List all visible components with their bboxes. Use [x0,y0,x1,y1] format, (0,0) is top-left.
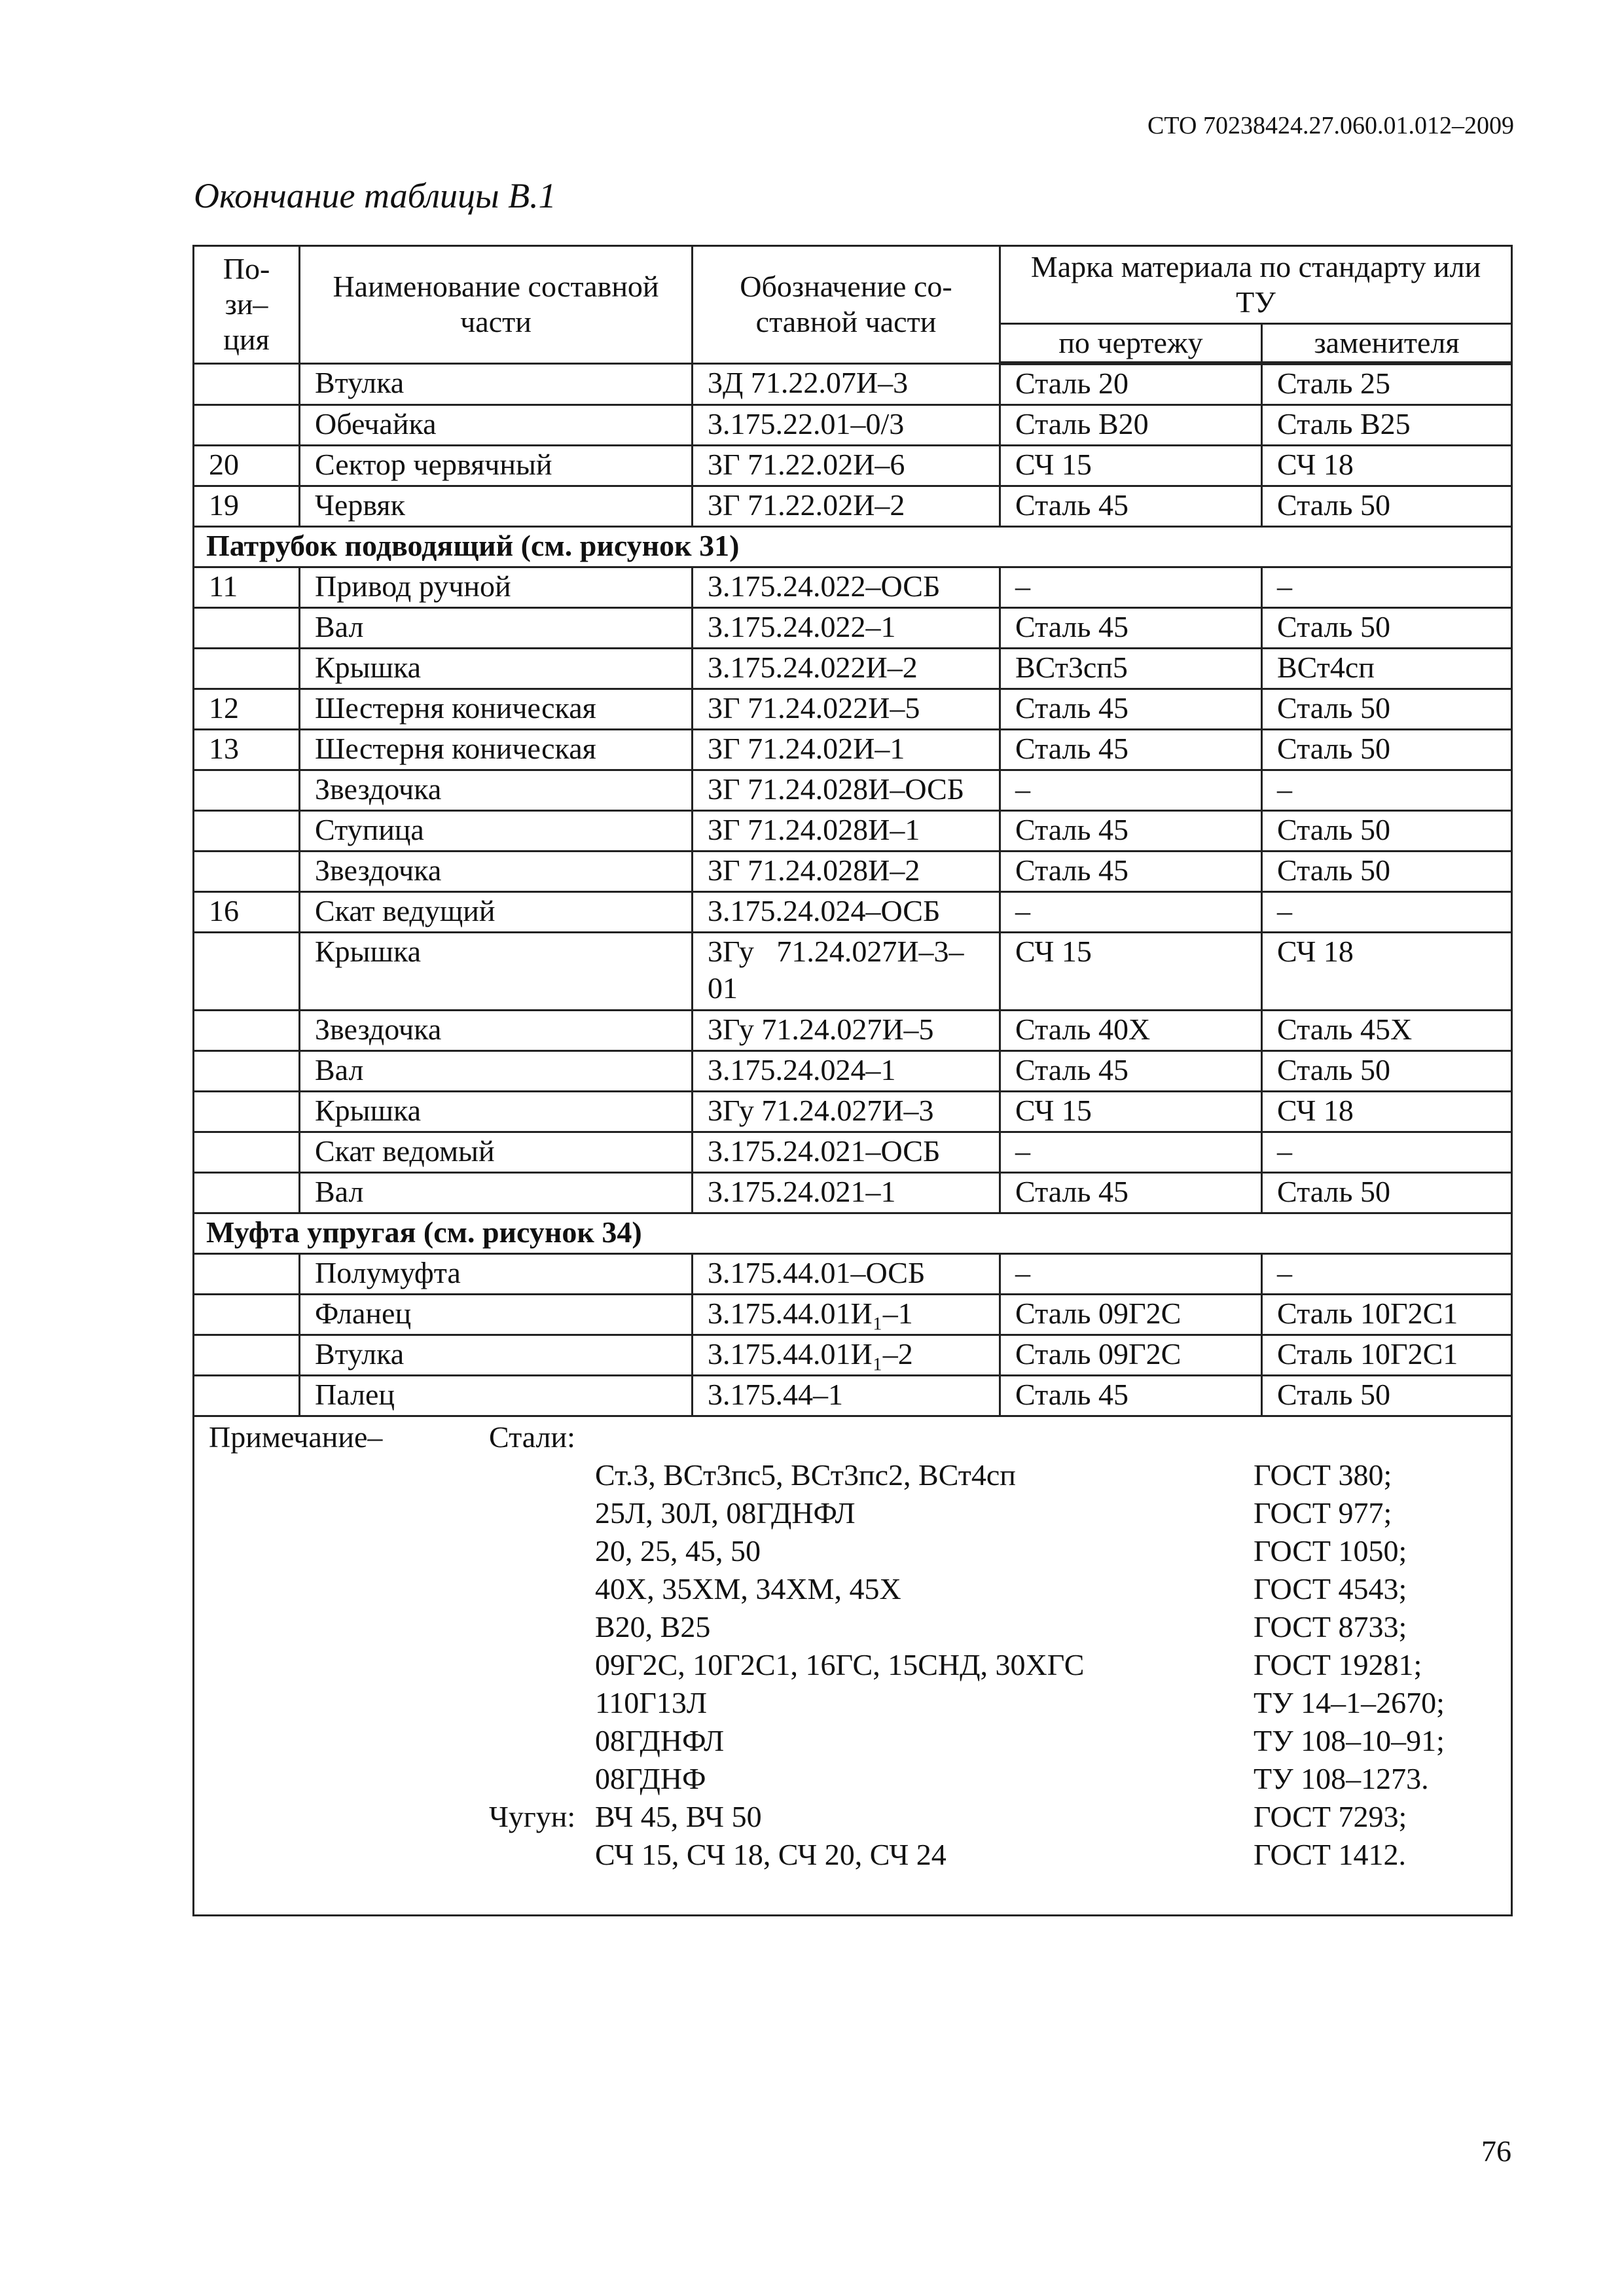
cell-position: 11 [194,567,300,608]
cell-name: Обечайка [300,405,693,446]
note-materials: 08ГДНФЛ [595,1724,725,1757]
table-row [194,608,1512,649]
table-row [194,446,1512,486]
cell-name: Скат ведущий [300,892,693,933]
cell-material-substitute: Сталь 25 [1262,363,1512,405]
cell-name: Крышка [300,649,693,689]
cell-name: Звездочка [300,1011,693,1051]
header-by-drawing: по чертежу [1000,324,1262,364]
cast-iron-label: Чугун: [489,1800,576,1833]
steels-label: Стали: [489,1420,575,1454]
cell-material-drawing: Сталь 45 [1000,1376,1262,1416]
note-cell [194,1416,1512,1916]
cell-material-drawing: Сталь 45 [1000,811,1262,852]
cell-material-drawing: Сталь 45 [1000,689,1262,730]
table-row [194,1254,1512,1295]
cell-position: 19 [194,486,300,527]
cell-name: Сектор червячный [300,446,693,486]
table-row [194,567,1512,608]
cell-position [194,608,300,649]
note-standard: ГОСТ 977; [1254,1496,1392,1530]
table-note-body [194,1416,1512,1916]
cell-position: 16 [194,892,300,933]
cell-name: Ступица [300,811,693,852]
cell-designation: 3.175.24.022–ОСБ [693,567,1000,608]
cell-designation: 3.175.24.022И–2 [693,649,1000,689]
cell-material-drawing: Сталь 09Г2С [1000,1335,1262,1376]
table-row [194,770,1512,811]
cell-designation: 3Г 71.24.02И–1 [693,730,1000,770]
cell-name: Шестерня коническая [300,689,693,730]
cell-designation: 3.175.44–1 [693,1376,1000,1416]
table-body-mufta [194,1254,1512,1416]
table-row [194,649,1512,689]
cell-name: Скат ведомый [300,1132,693,1173]
note-standard: ГОСТ 380; [1254,1458,1392,1492]
cell-position: 13 [194,730,300,770]
cell-name: Втулка [300,363,693,405]
cell-material-drawing: Сталь 45 [1000,1051,1262,1092]
cell-material-substitute: Сталь В25 [1262,405,1512,446]
table-row [194,1051,1512,1092]
cell-material-substitute: Сталь 50 [1262,1173,1512,1213]
note-materials: ВЧ 45, ВЧ 50 [595,1800,762,1833]
table-row [194,486,1512,527]
cell-designation: 3Д 71.22.07И–3 [693,363,1000,405]
note-materials: Ст.3, ВСт3пс5, ВСт3пс2, ВСт4сп [595,1458,1016,1492]
section-mufta [194,1213,1512,1254]
cell-material-substitute: ВСт4сп [1262,649,1512,689]
cell-material-drawing: СЧ 15 [1000,446,1262,486]
cell-name: Втулка [300,1335,693,1376]
cell-material-substitute: Сталь 50 [1262,1051,1512,1092]
table-row [194,1092,1512,1132]
table-row [194,405,1512,446]
cell-name: Полумуфта [300,1254,693,1295]
cell-material-drawing: Сталь В20 [1000,405,1262,446]
cell-material-drawing: Сталь 45 [1000,486,1262,527]
cell-designation: 3Г 71.24.028И–ОСБ [693,770,1000,811]
header-designation: Обозначение со- ставной части [693,246,1000,364]
cell-material-substitute: Сталь 50 [1262,811,1512,852]
table-body-top [194,363,1512,527]
note-row [194,1416,1512,1916]
table-body-patrubok [194,567,1512,1213]
cell-material-substitute: Сталь 45Х [1262,1011,1512,1051]
cell-designation: 3Г 71.24.028И–1 [693,811,1000,852]
cell-material-drawing: Сталь 45 [1000,852,1262,892]
cell-material-drawing: Сталь 45 [1000,1173,1262,1213]
note-standard: ТУ 14–1–2670; [1254,1686,1445,1719]
note-standard: ГОСТ 1412. [1254,1838,1407,1871]
cell-name: Привод ручной [300,567,693,608]
note-materials: 20, 25, 45, 50 [595,1534,761,1568]
cell-material-substitute: СЧ 18 [1262,446,1512,486]
cell-designation: 3.175.24.021–ОСБ [693,1132,1000,1173]
cell-material-substitute: СЧ 18 [1262,933,1512,1011]
cell-material-drawing: – [1000,770,1262,811]
cell-material-substitute: Сталь 10Г2С1 [1262,1335,1512,1376]
cell-material-substitute: Сталь 50 [1262,1376,1512,1416]
cell-position: 20 [194,446,300,486]
table-header-row [194,246,1512,324]
cell-position [194,770,300,811]
table-row [194,1132,1512,1173]
cell-material-substitute: – [1262,567,1512,608]
cell-position [194,1376,300,1416]
cell-material-drawing: Сталь 09Г2С [1000,1295,1262,1335]
cell-designation: 3.175.44.01И₁–2 [693,1335,1000,1376]
cell-position [194,1011,300,1051]
cell-position [194,363,300,405]
cell-position [194,1092,300,1132]
cell-name: Звездочка [300,770,693,811]
cell-material-substitute: СЧ 18 [1262,1092,1512,1132]
cell-designation: 3Г 71.22.02И–2 [693,486,1000,527]
cell-position: 12 [194,689,300,730]
cell-position [194,1295,300,1335]
cell-material-drawing: – [1000,1254,1262,1295]
materials-table [192,245,1513,1916]
cell-material-substitute: Сталь 50 [1262,486,1512,527]
cell-position [194,933,300,1011]
cell-designation: 3Гу 71.24.027И–3 [693,1092,1000,1132]
table-row [194,852,1512,892]
table-row [194,1173,1512,1213]
cell-position [194,1173,300,1213]
note-standard: ГОСТ 7293; [1254,1800,1407,1833]
cell-name: Шестерня коническая [300,730,693,770]
note-materials: 110Г13Л [595,1686,708,1719]
cell-designation: 3.175.44.01–ОСБ [693,1254,1000,1295]
cell-designation: 3Г 71.22.02И–6 [693,446,1000,486]
note-standard: ТУ 108–1273. [1254,1762,1429,1795]
page-number: 76 [1481,2134,1511,2168]
note-standard: ГОСТ 8733; [1254,1610,1407,1643]
cell-position [194,405,300,446]
cell-material-substitute: – [1262,1254,1512,1295]
cell-designation: 3.175.24.024–ОСБ [693,892,1000,933]
cell-name: Крышка [300,933,693,1011]
cell-material-drawing: – [1000,567,1262,608]
table-caption: Окончание таблицы В.1 [194,176,556,215]
cell-material-drawing: – [1000,892,1262,933]
table-row [194,1335,1512,1376]
table-row [194,892,1512,933]
cell-designation: 3.175.24.022–1 [693,608,1000,649]
cell-position [194,1132,300,1173]
cell-designation: 3.175.44.01И₁–1 [693,1295,1000,1335]
cell-material-drawing: Сталь 45 [1000,608,1262,649]
note-standard: ГОСТ 1050; [1254,1534,1407,1568]
cell-designation: 3.175.24.024–1 [693,1051,1000,1092]
note-label: Примечание– [209,1420,383,1454]
cell-material-drawing: Сталь 45 [1000,730,1262,770]
note-materials: 25Л, 30Л, 08ГДНФЛ [595,1496,856,1530]
cell-material-drawing: СЧ 15 [1000,1092,1262,1132]
cell-designation: 3Гу 71.24.027И–3– 01 [693,933,1000,1011]
cell-material-substitute: Сталь 50 [1262,608,1512,649]
note-block [194,1417,1511,1914]
cell-name: Крышка [300,1092,693,1132]
cell-position [194,1335,300,1376]
cell-designation: 3Г 71.24.028И–2 [693,852,1000,892]
note-standard: ГОСТ 19281; [1254,1648,1422,1681]
header-position: По- зи– ция [194,246,300,364]
cell-name: Вал [300,1173,693,1213]
cell-name: Звездочка [300,852,693,892]
cell-name: Палец [300,1376,693,1416]
cell-material-substitute: Сталь 10Г2С1 [1262,1295,1512,1335]
cell-designation: 3.175.24.021–1 [693,1173,1000,1213]
document-code: СТО 70238424.27.060.01.012–2009 [1147,112,1514,139]
note-standard: ГОСТ 4543; [1254,1572,1407,1605]
cell-material-substitute: Сталь 50 [1262,689,1512,730]
table-row [194,811,1512,852]
header-substitute: заменителя [1262,324,1512,364]
cell-material-substitute: – [1262,892,1512,933]
cell-material-drawing: СЧ 15 [1000,933,1262,1011]
table-row [194,1376,1512,1416]
note-materials: В20, В25 [595,1610,711,1643]
cell-material-drawing: – [1000,1132,1262,1173]
cell-material-substitute: – [1262,770,1512,811]
cell-designation: 3.175.22.01–0/3 [693,405,1000,446]
table-row [194,933,1512,1011]
note-standard: ТУ 108–10–91; [1254,1724,1445,1757]
cell-position [194,1051,300,1092]
note-materials: 08ГДНФ [595,1762,706,1795]
cell-designation: 3Гу 71.24.027И–5 [693,1011,1000,1051]
cell-material-drawing: Сталь 40Х [1000,1011,1262,1051]
cell-material-substitute: Сталь 50 [1262,852,1512,892]
cell-designation: 3Г 71.24.022И–5 [693,689,1000,730]
table-row [194,1011,1512,1051]
note-materials: 09Г2С, 10Г2С1, 16ГС, 15СНД, 30ХГС [595,1648,1085,1681]
cell-material-drawing: ВСт3сп5 [1000,649,1262,689]
section-row [194,527,1512,567]
cell-position [194,649,300,689]
cell-name: Вал [300,1051,693,1092]
cell-position [194,1254,300,1295]
table-row [194,689,1512,730]
cell-name: Червяк [300,486,693,527]
cell-material-substitute: Сталь 50 [1262,730,1512,770]
cell-name: Вал [300,608,693,649]
cell-position [194,811,300,852]
note-materials: СЧ 15, СЧ 18, СЧ 20, СЧ 24 [595,1838,947,1871]
table-row [194,363,1512,405]
cell-material-substitute: – [1262,1132,1512,1173]
cell-position [194,852,300,892]
section-row [194,1213,1512,1254]
header-material-group: Марка материала по стандарту или ТУ [1000,246,1512,324]
section-patrubok [194,527,1512,567]
note-materials: 40Х, 35ХМ, 34ХМ, 45Х [595,1572,901,1605]
section-title: Муфта упругая (см. рисунок 34) [194,1213,1512,1254]
header-name: Наименование составной части [300,246,693,364]
cell-name: Фланец [300,1295,693,1335]
section-title: Патрубок подводящий (см. рисунок 31) [194,527,1512,567]
cell-material-drawing: Сталь 20 [1000,363,1262,405]
table-row [194,730,1512,770]
table-row [194,1295,1512,1335]
